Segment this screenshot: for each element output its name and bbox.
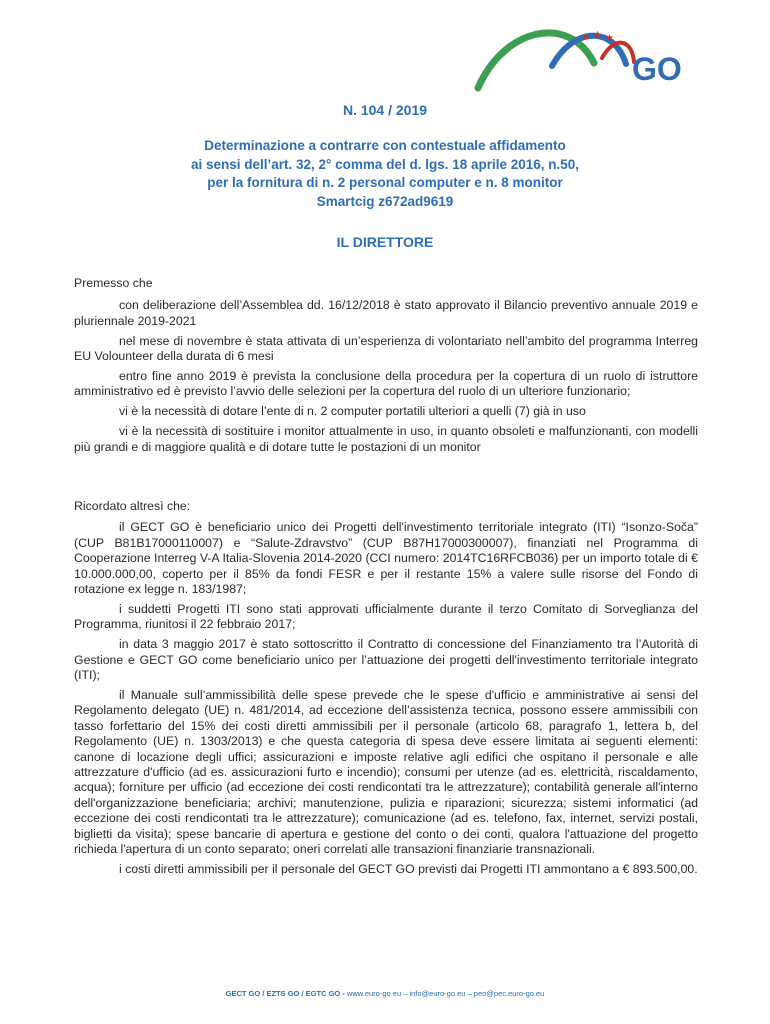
page-footer [0, 989, 770, 998]
premesso-intro: Premesso che [74, 276, 153, 290]
svg-text:★: ★ [605, 33, 614, 44]
gect-go-logo [474, 18, 698, 98]
logo-text: GO [632, 51, 682, 87]
ricordato-section [74, 499, 698, 877]
svg-text:★: ★ [581, 32, 590, 43]
ricordato-item: il Manuale sull’ammissibilità delle spese prevede che le spese d'ufficio e amministrative ai sensi del Regolamento delegato (UE) n. 481/2014, ad eccezione dell’assistenza tecnica, possono essere ammissibili con tasso forfettario del 15% dei costi diretti ammissibili per il personale (articolo 68, paragrafo 1, lettera b, del Regolamento (UE) n. 1303/2013) e che questa categoria di spesa deve essere limitata ai seguenti elementi: canone di locazione degli uffici; assicurazioni e imposte relative agli edifici che ospitano il personale e alle attrezzature d'ufficio (ad es. assicurazioni furto e incendio); consumi per utenze (ad es. elettricità, riscaldamento, acqua); forniture per ufficio (ad eccezione dei costi rendicontati tra le attrezzature); contabilità generale all'interno dell'organizzazione beneficiaria; archivi; manutenzione, pulizia e riparazioni; sicurezza; sistemi informatici (ad eccezione dei costi rendicontati tra le attrezzature); comunicazione (ad es. telefono, fax, internet, servizi postali, biglietti da visita); spese bancarie di apertura e gestione del conto o dei conti, qualora l'attuazione del progetto richieda l'apertura di un conto separato; oneri correlati alle transazioni finanziarie transnazionali. [74, 687, 698, 857]
title-line: per la fornitura di n. 2 personal computer e n. 8 monitor [207, 175, 563, 190]
footer-contacts[interactable]: www.euro-go.eu – info@euro-go.eu – peo@pec.euro-go.eu [346, 989, 545, 998]
premesso-item: nel mese di novembre è stata attivata di un’esperienza di volontariato nell’ambito del programma Interreg EU Volounteer della durata di 6 mesi [74, 333, 698, 364]
premesso-item: vi è la necessità di dotare l’ente di n. 2 computer portatili ulteriori a quelli (7) già in uso [119, 404, 586, 419]
ricordato-item: i suddetti Progetti ITI sono stati approvati ufficialmente durante il terzo Comitato di Sorveglianza del Programma, riunitosi il 22 febbraio 2017; [74, 601, 698, 632]
title-line: Smartcig z672ad9619 [316, 193, 454, 209]
premesso-item: vi è la necessità di sostituire i monitor attualmente in uso, in quanto obsoleti e malfunzionanti, con modelli più grandi e di maggiore qualità e di dotare tutte le postazioni di un monitor [74, 424, 698, 454]
ricordato-item: i costi diretti ammissibili per il personale del GECT GO previsti dai Progetti ITI ammontano a € 893.500,00. [119, 861, 698, 876]
title-line: Determinazione a contrarre con contestuale affidamento [204, 138, 566, 153]
document-title [0, 137, 770, 211]
ricordato-intro: Ricordato altresì che: [74, 499, 191, 513]
premesso-item: con deliberazione dell’Assemblea dd. 16/12/2018 è stato approvato il Bilancio preventivo annuale 2019 e pluriennale 2019-2021 [74, 298, 698, 328]
ricordato-item: in data 3 maggio 2017 è stato sottoscritto il Contratto di concessione del Finanziamento tra l’Autorità di Gestione e GECT GO come beneficiario unico per l’attuazione dei progetti dell'investimento territoriale integrato (ITI); [74, 637, 698, 683]
svg-text:★: ★ [593, 30, 602, 41]
document-number: N. 104 / 2019 [342, 102, 428, 118]
premesso-item: entro fine anno 2019 è prevista la conclusione della procedura per la copertura di un ruolo di istruttore amministrativo ed è previsto l’avvio delle selezioni per la copertura del ruolo di un ulteriore funzionario; [74, 369, 698, 399]
premesso-section [74, 276, 698, 455]
footer-names: GECT GO / EZTS GO / EGTC GO - [225, 989, 345, 998]
section-heading: IL DIRETTORE [336, 234, 434, 250]
title-line: ai sensi dell’art. 32, 2° comma del d. lgs. 18 aprile 2016, n.50, [190, 156, 580, 172]
ricordato-item: il GECT GO è beneficiario unico dei Progetti dell'investimento territoriale integrato (ITI) “Isonzo-Soča” (CUP B81B17000110007) e “Salute-Zdravstvo” (CUP B87H17000300007), finanziati nel Programma di Cooperazione Interreg V-A Italia-Slovenia 2014-2020 (CCI numero: 2014TC16RFCB036) per un importo totale di € 10.000.000,00, coperto per il 85% da fondi FESR e per il restante 15% a valere sulle risorse del Fondo di rotazione ex legge n. 183/1987; [74, 520, 698, 597]
